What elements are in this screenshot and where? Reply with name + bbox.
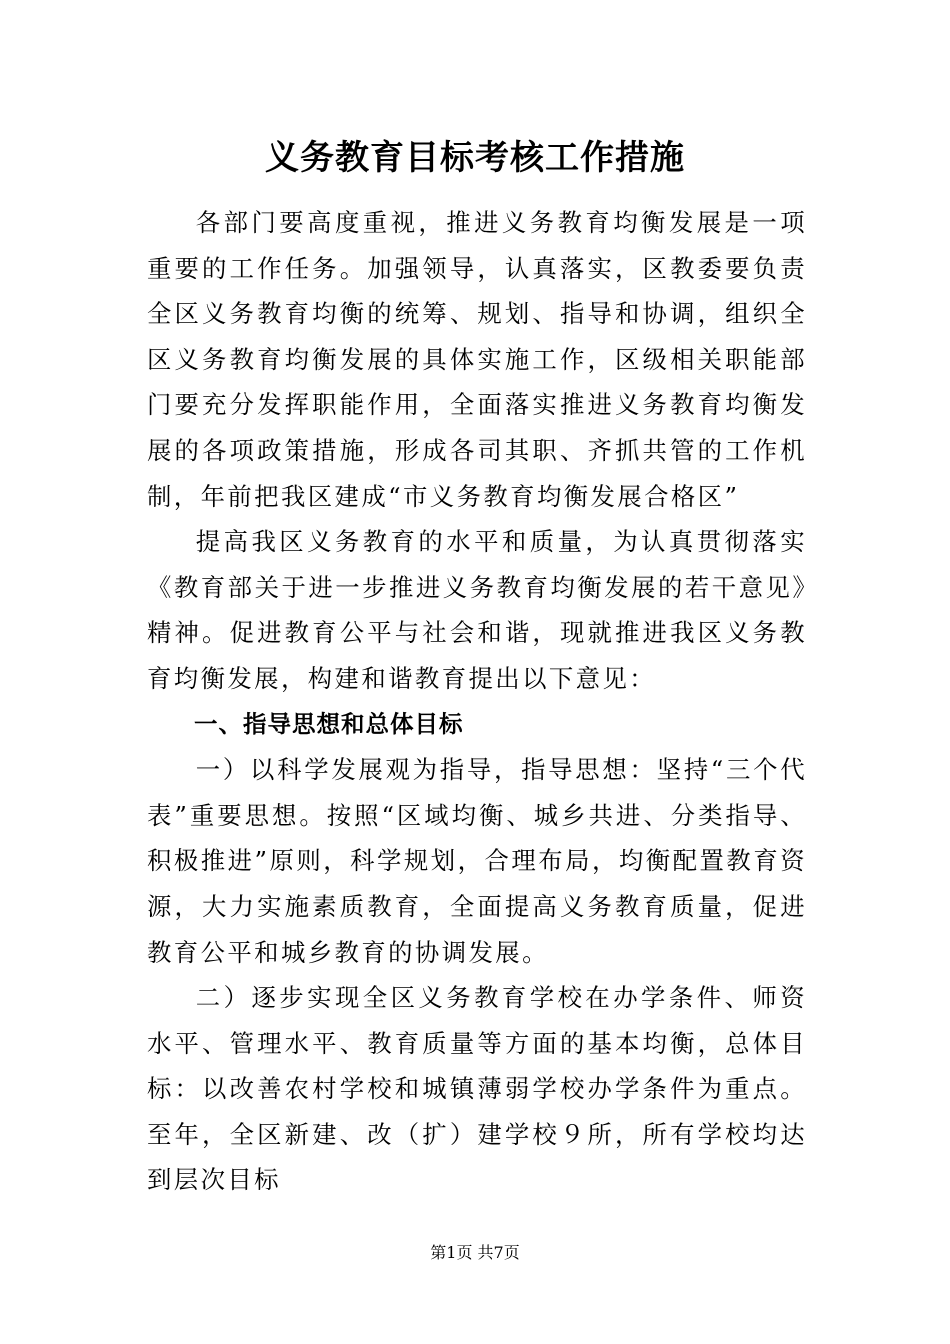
paragraph-2: 提高我区义务教育的水平和质量，为认真贯彻落实《教育部关于进一步推进义务教育均衡发展的若干意见》精神。促进教育公平与社会和谐，现就推进我区义务教育均衡发展，构建和谐教育提出以下意见：: [147, 527, 807, 693]
document-title: 义务教育目标考核工作措施: [265, 138, 685, 178]
document-body: [147, 200, 807, 1203]
section-heading: 一、指导思想和总体目标: [194, 709, 464, 738]
section-paragraph-2: 二）逐步实现全区义务教育学校在办学条件、师资水平、管理水平、教育质量等方面的基本均衡，总体目标：以改善农村学校和城镇薄弱学校办学条件为重点。至年，全区新建、改（扩）建学校９所，所有学校均达到层次目标: [147, 983, 807, 1195]
page-footer: 第1页 共7页: [430, 1243, 520, 1262]
section-paragraph-1: 一）以科学发展观为指导，指导思想：坚持“三个代表”重要思想。按照“区域均衡、城乡共进、分类指导、积极推进”原则，科学规划，合理布局，均衡配置教育资源，大力实施素质教育，全面提高义务教育质量，促进教育公平和城乡教育的协调发展。: [147, 755, 807, 967]
paragraph-1: 各部门要高度重视，推进义务教育均衡发展是一项重要的工作任务。加强领导，认真落实，区教委要负责全区义务教育均衡的统筹、规划、指导和协调，组织全区义务教育均衡发展的具体实施工作，区级相关职能部门要充分发挥职能作用，全面落实推进义务教育均衡发展的各项政策措施，形成各司其职、齐抓共管的工作机制，年前把我区建成“市义务教育均衡发展合格区”: [147, 208, 807, 511]
